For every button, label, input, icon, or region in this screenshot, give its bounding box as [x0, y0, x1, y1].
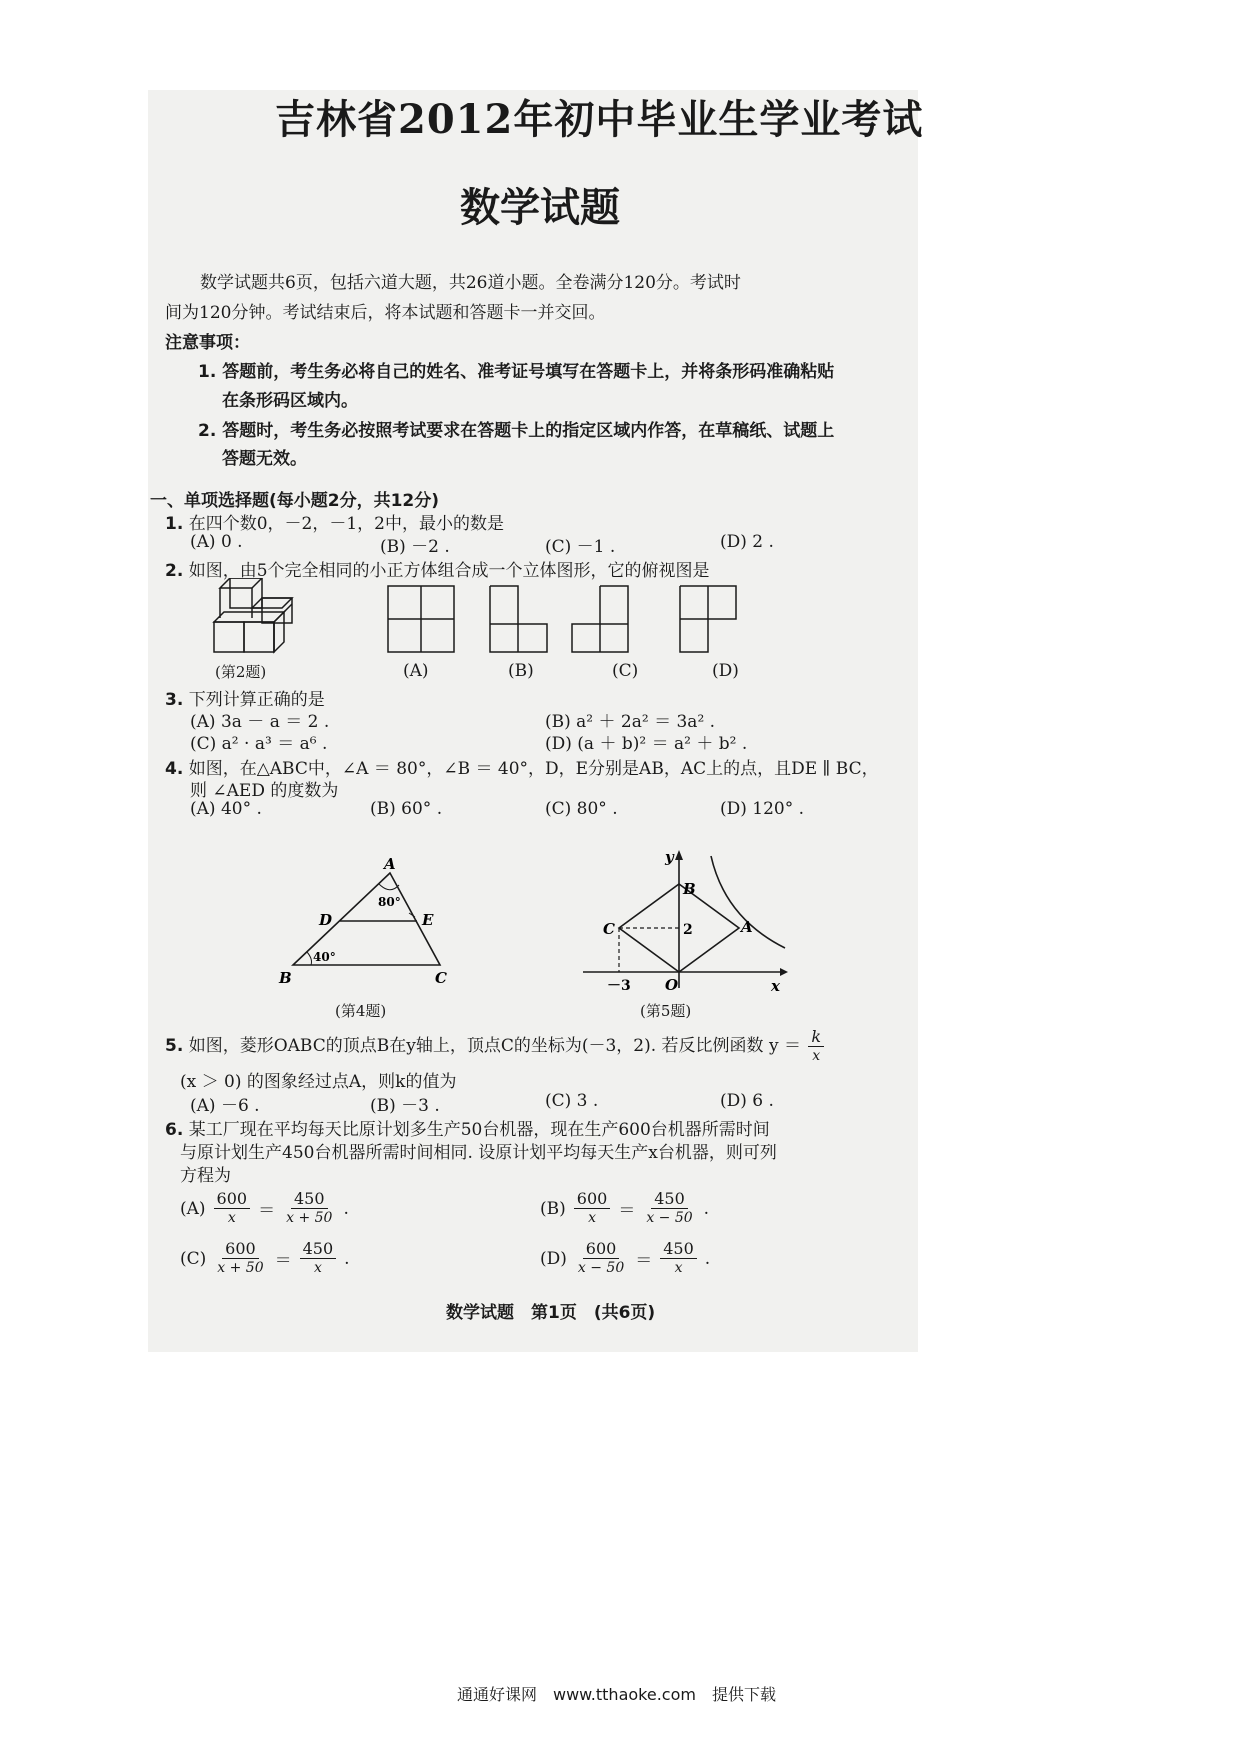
intro-line-2: 间为120分钟。考试结束后，将本试题和答题卡一并交回。 [165, 303, 606, 323]
y-axis-arrow [675, 850, 683, 860]
q4-option-b: (B) 60° . [370, 799, 443, 819]
q5-caption: (第5题) [640, 1002, 692, 1020]
q6-c-eq: ＝ [274, 1251, 292, 1271]
q6-d-ld: x − 50 [577, 1260, 625, 1276]
note-2-line-1: 2. 答题时，考生务必按照考试要求在答题卡上的指定区域内作答，在草稿纸、试题上 [198, 421, 835, 441]
label-two: 2 [683, 922, 693, 938]
q3-number: 3. [165, 690, 184, 710]
q6-a-rd: x + 50 [286, 1210, 333, 1226]
label-c-vertex: C [603, 920, 615, 938]
section-1-heading: 一、单项选择题(每小题2分，共12分) [150, 491, 440, 511]
q6-c-right [300, 1240, 337, 1277]
q1-option-b: (B) －2 . [380, 537, 450, 557]
notes-heading: 注意事项： [165, 333, 250, 353]
view-a [388, 586, 454, 652]
q6-b-rn: 450 [651, 1190, 688, 1209]
q6-a-rn: 450 [291, 1190, 328, 1209]
q5-option-d: (D) 6 . [720, 1091, 774, 1111]
page-footer: 数学试题 第1页 (共6页) [446, 1303, 656, 1323]
view-d [680, 586, 736, 652]
q6-d-rd: x [674, 1260, 683, 1276]
note-1-line-1: 1. 答题前，考生务必将自己的姓名、准考证号填写在答题卡上，并将条形码准确粘贴 [198, 362, 835, 382]
q6-stem-line-2: 与原计划生产450台机器所需时间相同. 设原计划平均每天生产x台机器，则可列 [180, 1143, 777, 1163]
note-2-line-2: 答题无效。 [222, 449, 307, 469]
q5-frac-num: k [808, 1028, 824, 1047]
label-neg3: －3 [607, 978, 631, 994]
q2-label-b: (B) [508, 661, 534, 681]
q6-stem-line-3: 方程为 [180, 1166, 231, 1186]
q4-number: 4. [165, 759, 184, 779]
q5-stem-line-2: (x ＞ 0) 的图象经过点A，则k的值为 [180, 1072, 457, 1092]
q6-a-right [283, 1190, 335, 1227]
label-y: y [665, 848, 674, 866]
label-b-vertex: B [683, 880, 696, 898]
q6-d-eq: ＝ [635, 1251, 653, 1271]
q5-option-c: (C) 3 . [545, 1091, 599, 1111]
q6-d-left [575, 1240, 627, 1277]
q6-a-label: (A) [180, 1198, 206, 1219]
angle-b-arc [307, 952, 312, 965]
q6-a-ln: 600 [214, 1190, 251, 1209]
q6-b-ld: x [588, 1210, 596, 1226]
label-x: x [771, 977, 780, 995]
q6-c-rn: 450 [300, 1240, 337, 1259]
label-e: E [422, 911, 434, 929]
intro-line-1: 数学试题共6页，包括六道大题，共26道小题。全卷满分120分。考试时 [200, 273, 741, 293]
q6-stem-line-1 [165, 1115, 770, 1140]
q3-option-d: (D) (a ＋ b)² ＝ a² ＋ b² . [545, 734, 748, 754]
q6-d-dot: . [704, 1248, 711, 1269]
q6-option-d [540, 1240, 710, 1277]
q6-d-rn: 450 [660, 1240, 697, 1259]
q5-text-1: 如图，菱形OABC的顶点B在y轴上，顶点C的坐标为(－3，2). 若反比例函数 y ＝ [188, 1036, 801, 1056]
q4-option-a: (A) 40° . [190, 799, 262, 819]
q6-b-left [574, 1190, 611, 1227]
q4-stem-line-2: 则 ∠AED 的度数为 [190, 781, 339, 801]
q1-option-d: (D) 2 . [720, 532, 774, 552]
q2-figures [200, 578, 760, 688]
q6-a-dot: . [343, 1198, 349, 1219]
q6-b-label: (B) [540, 1198, 566, 1219]
q6-number: 6. [165, 1120, 184, 1140]
q6-d-right [660, 1240, 697, 1277]
view-b [490, 586, 547, 652]
label-c: C [435, 969, 447, 987]
q5-stem-line-1 [165, 1028, 826, 1065]
q1-option-a: (A) 0 . [190, 532, 243, 552]
site-footer: 通通好课网 www.tthaoke.com 提供下载 [457, 1685, 776, 1704]
q5-number: 5. [165, 1036, 184, 1056]
q6-b-rd: x − 50 [646, 1210, 693, 1226]
q6-option-a [180, 1190, 349, 1227]
q6-d-ln: 600 [583, 1240, 620, 1259]
q6-b-eq: ＝ [618, 1201, 636, 1221]
q4-option-c: (C) 80° . [545, 799, 618, 819]
label-a: A [384, 855, 396, 873]
q5-coordinate-figure [575, 848, 795, 998]
label-d: D [319, 911, 333, 929]
q4-caption: (第4题) [335, 1002, 387, 1020]
q3-option-b: (B) a² ＋ 2a² ＝ 3a² . [545, 712, 716, 732]
q6-b-ln: 600 [574, 1190, 611, 1209]
q6-a-ld: x [227, 1210, 236, 1226]
q5-option-a: (A) －6 . [190, 1096, 260, 1116]
q4-option-d: (D) 120° . [720, 799, 805, 819]
q1-text: 在四个数0，－2，－1，2中，最小的数是 [188, 514, 504, 534]
cube-solid [214, 578, 292, 652]
q6-option-c [180, 1240, 350, 1277]
q4-text-1: 如图，在△ABC中，∠A ＝ 80°，∠B ＝ 40°，D，E分别是AB，AC上的点，且DE ∥ BC， [188, 759, 879, 779]
q2-caption: (第2题) [215, 663, 267, 681]
q3-option-c: (C) a² · a³ ＝ a⁶ . [190, 734, 328, 754]
q3-text: 下列计算正确的是 [188, 690, 325, 710]
label-b: B [279, 969, 292, 987]
label-o: O [665, 976, 679, 994]
q6-c-rd: x [313, 1260, 322, 1276]
view-c [572, 586, 628, 652]
q5-frac-den: x [812, 1048, 821, 1064]
label-a-vertex: A [741, 918, 753, 936]
q3-option-a: (A) 3a － a ＝ 2 . [190, 712, 330, 732]
q6-text-1: 某工厂现在平均每天比原计划多生产50台机器，现在生产600台机器所需时间 [188, 1120, 770, 1140]
q6-b-right [643, 1190, 695, 1227]
q6-b-dot: . [703, 1198, 710, 1219]
q6-option-b [540, 1190, 709, 1227]
q2-label-c: (C) [612, 661, 639, 681]
label-angle-80: 80° [378, 895, 401, 909]
q1-number: 1. [165, 514, 184, 534]
q6-c-dot: . [344, 1248, 350, 1269]
q6-d-label: (D) [540, 1248, 567, 1269]
q6-c-ln: 600 [222, 1240, 259, 1259]
q5-option-b: (B) －3 . [370, 1096, 440, 1116]
q4-triangle-figure [275, 855, 475, 990]
q1-stem [165, 509, 504, 534]
q6-c-left [214, 1240, 266, 1277]
q1-option-c: (C) －1 . [545, 537, 616, 557]
exam-title: 吉林省2012年初中毕业生学业考试 [275, 96, 924, 143]
q5-fraction [808, 1028, 824, 1065]
note-1-line-2: 在条形码区域内。 [222, 391, 358, 411]
q2-label-d: (D) [712, 661, 739, 681]
q2-label-a: (A) [403, 661, 429, 681]
q6-c-ld: x + 50 [217, 1260, 264, 1276]
q6-a-eq: ＝ [258, 1201, 276, 1221]
q6-c-label: (C) [180, 1248, 207, 1269]
q6-a-left [214, 1190, 251, 1227]
x-axis-arrow [780, 968, 788, 976]
q2-number: 2. [165, 561, 184, 581]
label-angle-40: 40° [313, 950, 336, 964]
exam-subtitle: 数学试题 [460, 184, 620, 231]
q2-text: 如图，由5个完全相同的小正方体组合成一个立体图形，它的俯视图是 [188, 561, 710, 581]
